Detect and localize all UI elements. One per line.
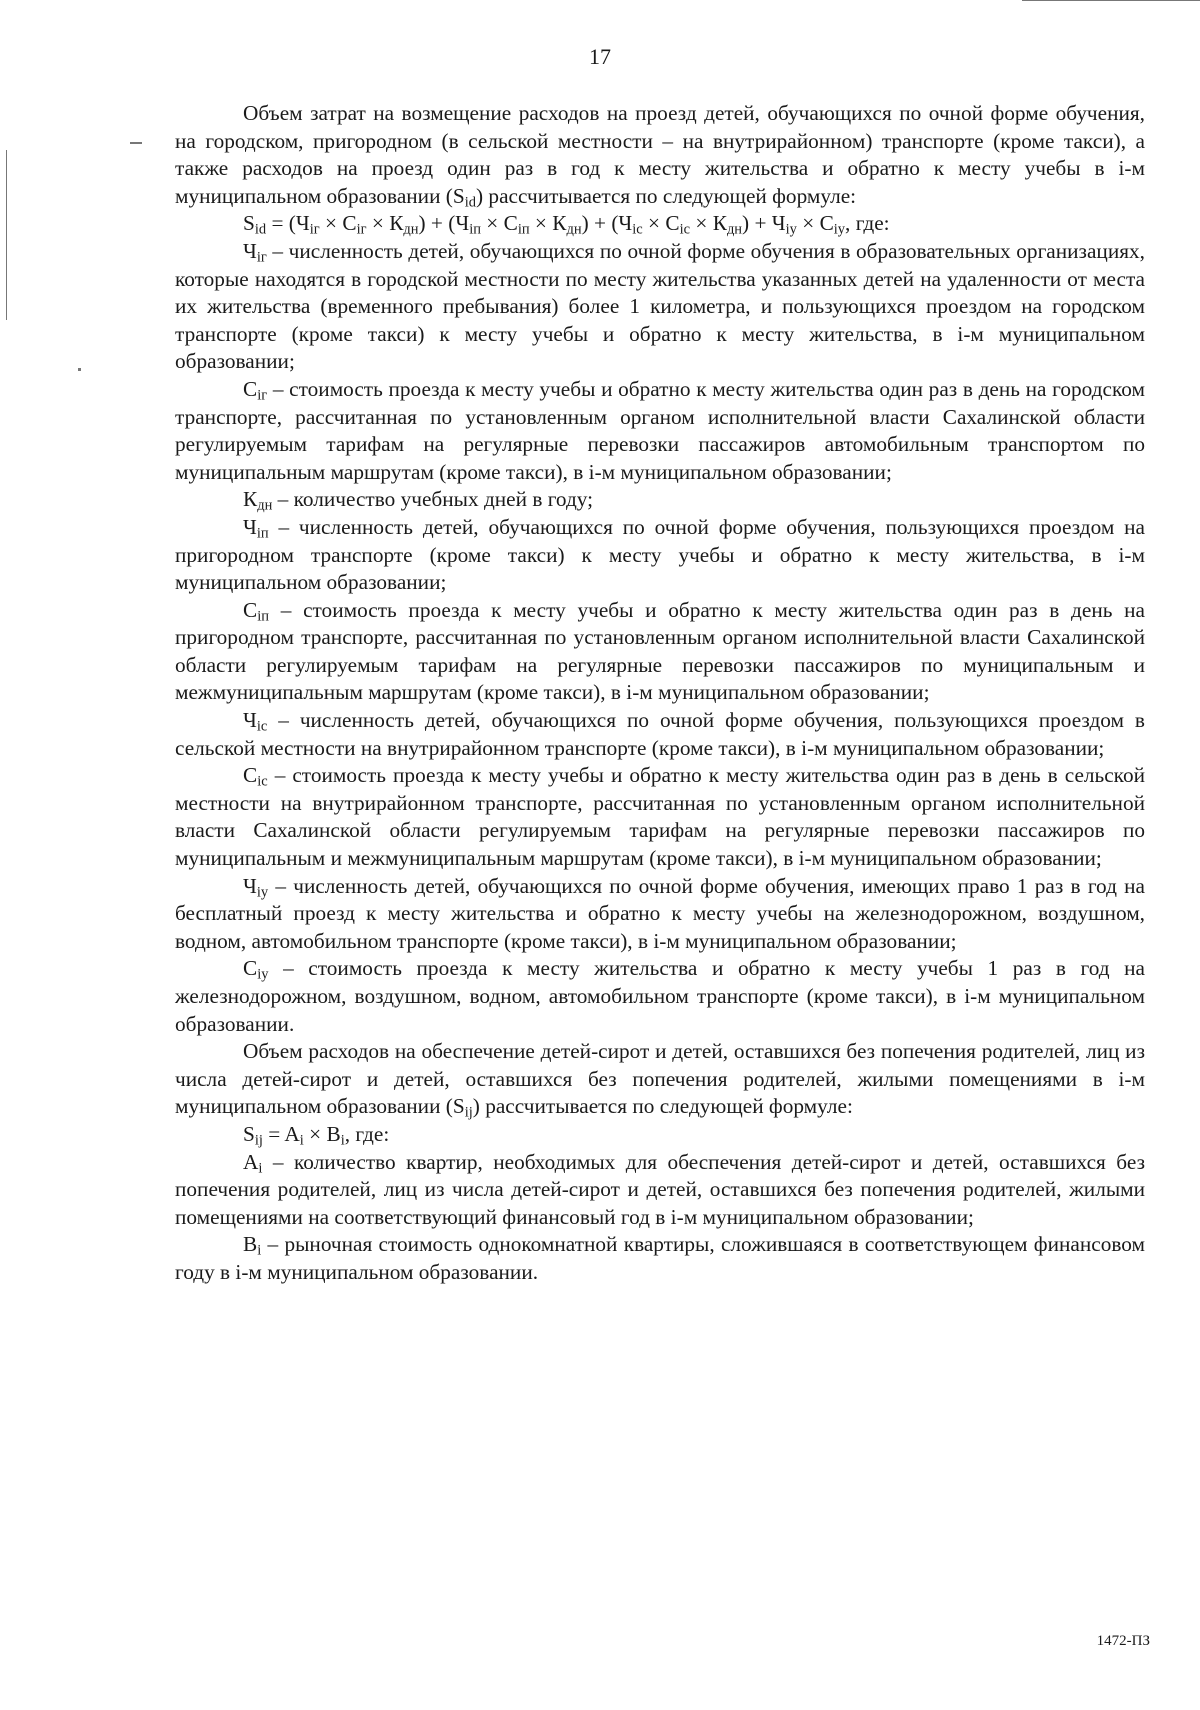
paragraph: Объем расходов на обеспечение детей-сирот и детей, оставшихся без попечения родителей, лиц из числа детей-сирот и детей, оставшихся без попечения родителей, жилыми помещениями в i-м муниципальном образовании $(S_{ij})$ рассчитывается по следующей формуле: bbox=[175, 1039, 1145, 1121]
definition-chip: $Ч_{iп}$ – численность детей, обучающихся по очной форме обучения, пользующихся проездом на пригородном транспорте (кроме такси) к месту учебы и обратно к месту жительства, в i-м муниципальном образовании; bbox=[175, 514, 1145, 595]
formula-sij: $S_{ij} = A_i \times B_i$, где: bbox=[243, 1121, 390, 1149]
definition-cis: $С_{iс}$ – стоимость проезда к месту учебы и обратно к месту жительства один раз в день в сельской местности на внутрирайонном транспорте, рассчитанная по установленным органом исполнительной власти Сахалинской области регулируемым тарифам на регулярные перевозки пассажиров по муниципальным и межмуниципальным маршрутам (кроме такси), в i-м муниципальном образовании; bbox=[175, 763, 1145, 871]
definition-chis: $Ч_{iс}$ – численность детей, обучающихся по очной форме обучения, пользующихся проездом в сельской местности на внутрирайонном транспорте (кроме такси), в i-м муниципальном образовании; bbox=[175, 708, 1145, 760]
definition-chiu: $Ч_{iу}$ – численность детей, обучающихся по очной форме обучения, имеющих право 1 раз в год на бесплатный проезд к месту жительства и обратно к месту учебы на железнодорожном, воздушном, водном, автомобильном транспорте (кроме такси), в i-м муниципальном образовании; bbox=[175, 873, 1145, 953]
definition-chig: $Ч_{iг}$ – численность детей, обучающихся по очной форме обучения в образовательных организациях, которые находятся в городской местности по месту жительства указанных детей на удаленности от места их жительства (временного пребывания) более 1 километра, и пользующихся проездом на городском транспорте (кроме такси) к месту учебы и обратно к месту жительства, в i-м муниципальном образовании; bbox=[175, 238, 1145, 374]
definition-ciu: $С_{iу}$ – стоимость проезда к месту жительства и обратно к месту учебы 1 раз в год на железнодорожном, воздушном, водном, автомобильном транспорте (кроме такси), в i-м муниципальном образовании. bbox=[175, 956, 1145, 1036]
definition-bi: $B_i$ – рыночная стоимость однокомнатной квартиры, сложившаяся в соответствующем финансовом году в i-м муниципальном образовании. bbox=[175, 1232, 1145, 1284]
scan-edge-line bbox=[1022, 0, 1200, 1]
paragraph: Объем затрат на возмещение расходов на проезд детей, обучающихся по очной форме обучения, на городском, пригородном (в сельской местности – на внутрирайонном) транспорте (кроме такси), а также расходов на проезд один раз в год к месту жительства и обратно к месту учебы в i-м муниципальном образовании $(S_{id})$ рассчитывается по следующей формуле: bbox=[175, 101, 1145, 211]
definition-cig: $С_{iг}$ – стоимость проезда к месту учебы и обратно к месту жительства один раз в день на городском транспорте, рассчитанная по установленным органом исполнительной власти Сахалинской области регулируемым тарифам на регулярные перевозки пассажиров автомобильным транспортом по муниципальным маршрутам (кроме такси), в i-м муниципальном образовании; bbox=[175, 376, 1145, 484]
scan-edge-line bbox=[6, 150, 7, 320]
scan-dot bbox=[130, 142, 142, 144]
page-number: 17 bbox=[589, 44, 611, 69]
document-body bbox=[175, 100, 1145, 1287]
definition-cip: $С_{iп}$ – стоимость проезда к месту учебы и обратно к месту жительства один раз в день на пригородном транспорте, рассчитанная по установленным органом исполнительной власти Сахалинской области регулируемым тарифам на регулярные перевозки пассажиров по муниципальным и межмуниципальным маршрутам (кроме такси), в i-м муниципальном образовании; bbox=[175, 597, 1145, 705]
definition-ai: $A_i$ – количество квартир, необходимых для обеспечения детей-сирот и детей, оставшихся без попечения родителей, лиц из числа детей-сирот и детей, оставшихся без попечения родителей, жилыми помещениями на соответствующий финансовый год в i-м муниципальном образовании; bbox=[175, 1149, 1145, 1229]
formula-sid: $S_{id} = (Ч_{iг} \times С_{iг} \times К_{дн}) + (Ч_{iп} \times С_{iп} \times К_{дн}) + (Ч_{iс} \times С_{iс} \times К_{дн}) + Ч_{iу} \times С_{iу}$, где: bbox=[243, 211, 890, 238]
definition-kdn: $К_{дн}$ – количество учебных дней в году; bbox=[243, 487, 594, 514]
document-code: 1472-ПЗ bbox=[1096, 1633, 1150, 1649]
scan-dot bbox=[78, 368, 81, 371]
